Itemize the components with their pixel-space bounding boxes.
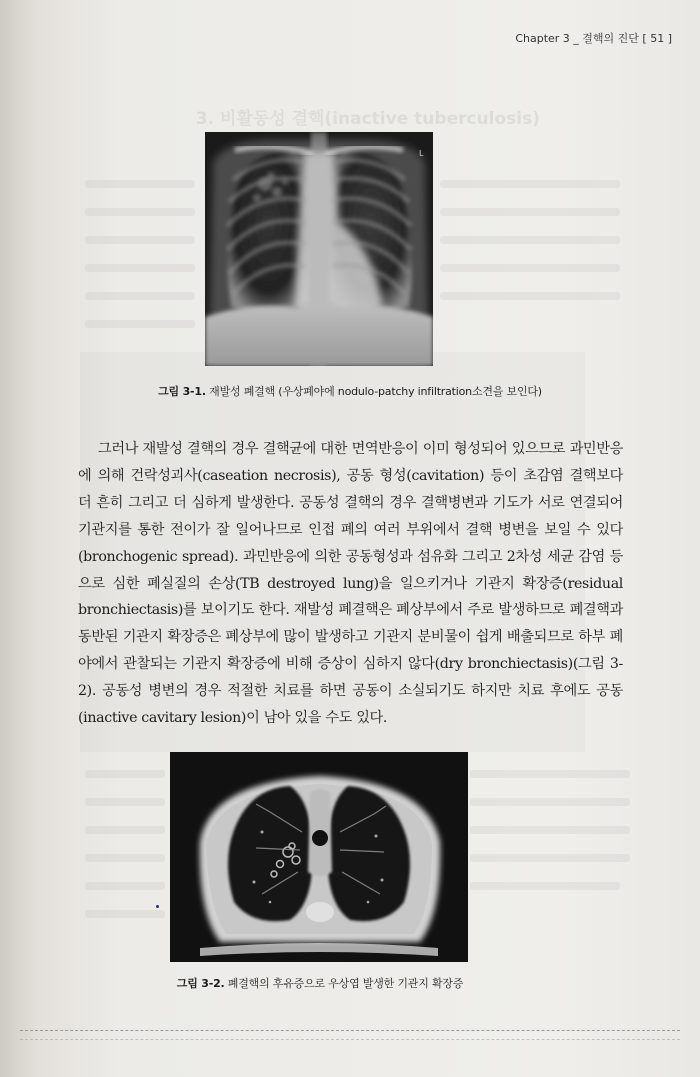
bleed-through-line <box>85 236 195 244</box>
running-head: Chapter 3 _ 결핵의 진단 [ 51 ] <box>515 32 672 45</box>
bleed-through-line <box>85 292 195 300</box>
bleed-through-line <box>440 264 620 272</box>
page-divider <box>20 1039 680 1040</box>
ink-dot <box>156 905 159 908</box>
bleed-through-line <box>85 320 195 328</box>
bleed-through-line <box>85 882 165 890</box>
bleed-through-line <box>470 882 620 890</box>
bleed-through-line <box>470 826 630 834</box>
bleed-through-line <box>440 292 620 300</box>
figure1-caption-text: 재발성 폐결핵 (우상폐야에 nodulo-patchy infiltration소견을 보인다) <box>205 385 542 398</box>
bleed-through-line <box>85 826 165 834</box>
bleed-through-line <box>85 910 165 918</box>
bleed-through-line <box>440 180 620 188</box>
bleed-through-line <box>85 770 165 778</box>
chest-xray-figure <box>205 132 433 366</box>
figure1-caption <box>0 383 700 399</box>
chest-ct-figure <box>170 752 468 962</box>
bleed-through-line <box>470 770 630 778</box>
bleed-through-line <box>85 854 165 862</box>
bleed-through-line <box>85 180 195 188</box>
bleed-through-line <box>440 236 620 244</box>
figure2-caption-label: 그림 3-2. <box>176 977 225 990</box>
body-text <box>78 436 623 732</box>
bleed-through-heading: 3. 비활동성 결핵(inactive tuberculosis) <box>195 109 540 129</box>
svg-text:L: L <box>419 149 424 158</box>
page-divider <box>20 1030 680 1031</box>
bleed-through-line <box>470 854 630 862</box>
bleed-through-line <box>85 264 195 272</box>
body-paragraph: 그러나 재발성 결핵의 경우 결핵균에 대한 면역반응이 이미 형성되어 있으므로 과민반응에 의해 건락성괴사(caseation necrosis), 공동 형성(cavitation) 등이 초감염 결핵보다 더 흔히 그리고 더 심하게 발생한다. 공동성 결핵의 경우 결핵병변과 기도가 서로 연결되어 기관지를 통한 전이가 잘 일어나므로 인접 폐의 여러 부위에서 결핵 병변을 보일 수 있다(bronchogenic spread). 과민반응에 의한 공동형성과 섬유화 그리고 2차성 세균 감염 등으로 심한 폐실질의 손상(TB destroyed lung)을 일으키거나 기관지 확장증(residual bronchiectasis)를 보이기도 한다. 재발성 폐결핵은 폐상부에서 주로 발생하므로 폐결핵과 동반된 기관지 확장증은 폐상부에 많이 발생하고 기관지 분비물이 쉽게 배출되므로 하부 폐야에서 관찰되는 기관지 확장증에 비해 증상이 심하지 않다(dry bronchiectasis)(그림 3-2). 공동성 병변의 경우 적절한 치료를 하면 공동이 소실되기도 하지만 치료 후에도 공동(inactive cavitary lesion)이 남아 있을 수도 있다. <box>78 441 623 727</box>
bleed-through-line <box>85 798 165 806</box>
figure2-caption <box>0 975 640 991</box>
bleed-through-line <box>470 798 630 806</box>
bleed-through-line <box>85 208 195 216</box>
figure1-caption-label: 그림 3-1. <box>158 385 206 398</box>
bleed-through-line <box>440 208 620 216</box>
figure2-caption-text: 폐결핵의 후유증으로 우상엽 발생한 기관지 확장증 <box>224 977 464 990</box>
